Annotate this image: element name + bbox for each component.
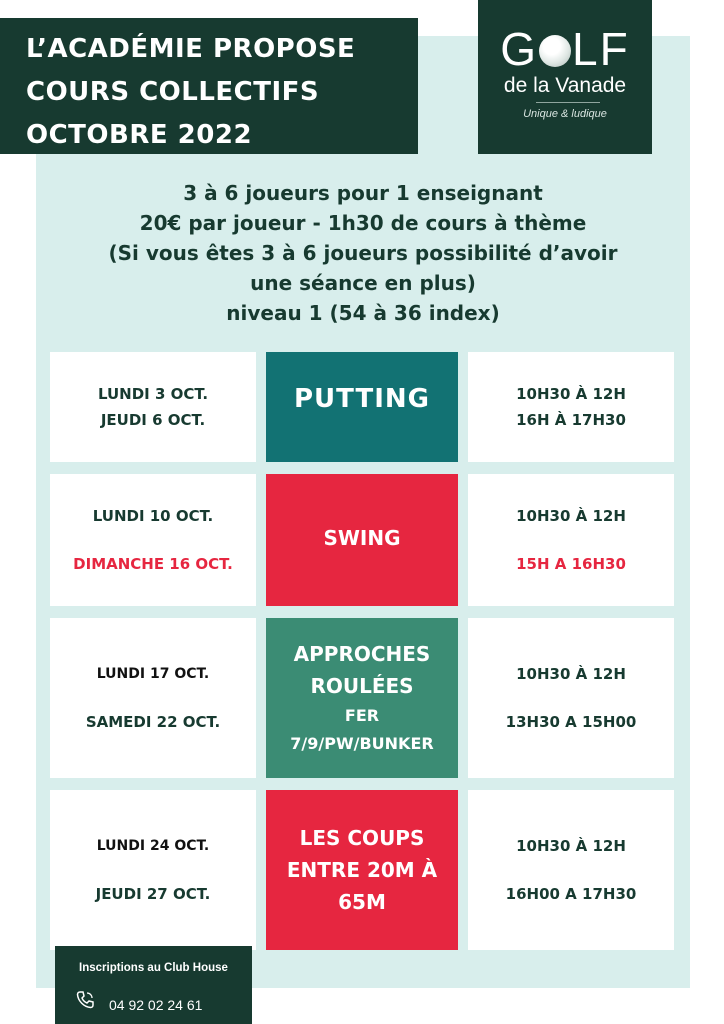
session-2-theme-line-1: SWING (323, 526, 401, 550)
session-1-theme (266, 352, 458, 462)
registration-label: Inscriptions au Club House (79, 962, 228, 974)
title-banner (0, 18, 418, 154)
session-4-theme-line-1: LES COUPS (299, 826, 425, 850)
session-4-time-2: 16H00 A 17H30 (505, 885, 637, 903)
session-2-time-2: 15H A 16H30 (516, 555, 626, 573)
intro-line-3: (Si vous êtes 3 à 6 joueurs possibilité d’avoir (108, 241, 618, 265)
registration-footer (55, 946, 252, 1024)
session-3-time-1: 10H30 À 12H (516, 665, 626, 683)
session-2-dates (50, 474, 256, 606)
intro-text (36, 178, 690, 328)
phone-number: 04 92 02 24 61 (109, 997, 203, 1013)
golf-ball-icon (539, 35, 571, 67)
session-4-theme-line-3: 65M (338, 890, 386, 914)
session-2-theme (266, 474, 458, 606)
intro-line-4: une séance en plus) (250, 271, 476, 295)
session-1-times (468, 352, 674, 462)
session-4-time-1: 10H30 À 12H (516, 837, 626, 855)
session-4-theme-line-2: ENTRE 20M À (286, 858, 438, 882)
session-4-theme (266, 790, 458, 950)
session-3-theme-line-2: ROULÉES (310, 674, 414, 698)
intro-line-1: 3 à 6 joueurs pour 1 enseignant (183, 181, 543, 205)
logo-tagline: Unique & ludique (523, 108, 607, 120)
session-3-theme-line-4: 7/9/PW/BUNKER (290, 734, 434, 753)
session-4-date-2: JEUDI 27 OCT. (95, 885, 211, 903)
session-3-times (468, 618, 674, 778)
logo-divider (536, 102, 600, 103)
session-3-theme-line-1: APPROCHES (293, 642, 431, 666)
logo-wordmark (478, 23, 652, 75)
session-3-date-1: LUNDI 17 OCT. (96, 666, 210, 682)
session-1-time-2: 16H À 17H30 (516, 411, 626, 429)
golf-logo (478, 0, 652, 154)
session-4-dates (50, 790, 256, 950)
session-1-dates (50, 352, 256, 462)
session-2-date-2: DIMANCHE 16 OCT. (73, 555, 233, 573)
session-3-time-2: 13H30 A 15H00 (505, 713, 637, 731)
session-1-date-1: LUNDI 3 OCT. (97, 385, 209, 403)
phone-contact[interactable] (75, 990, 202, 1013)
session-2-time-1: 10H30 À 12H (516, 507, 626, 525)
logo-golf-right: LF (572, 23, 630, 75)
title-line-3: OCTOBRE 2022 (26, 120, 253, 150)
session-2-times (468, 474, 674, 606)
phone-icon (75, 990, 97, 1013)
session-4-times (468, 790, 674, 950)
session-3-date-2: SAMEDI 22 OCT. (85, 713, 221, 731)
title-line-2: COURS COLLECTIFS (26, 77, 320, 107)
intro-line-5: niveau 1 (54 à 36 index) (226, 301, 500, 325)
intro-line-2: 20€ par joueur - 1h30 de cours à thème (139, 211, 587, 235)
session-1-theme-line-1: PUTTING (293, 384, 430, 414)
session-3-theme-line-3: FER (344, 706, 380, 725)
session-3-dates (50, 618, 256, 778)
title-line-1: L’ACADÉMIE PROPOSE (26, 34, 356, 64)
logo-golf-left: G (500, 23, 539, 75)
session-1-time-1: 10H30 À 12H (516, 385, 626, 403)
session-3-theme (266, 618, 458, 778)
session-4-date-1: LUNDI 24 OCT. (96, 838, 210, 854)
session-2-date-1: LUNDI 10 OCT. (92, 507, 214, 525)
logo-subtitle: de la Vanade (503, 74, 627, 97)
session-1-date-2: JEUDI 6 OCT. (100, 411, 206, 429)
